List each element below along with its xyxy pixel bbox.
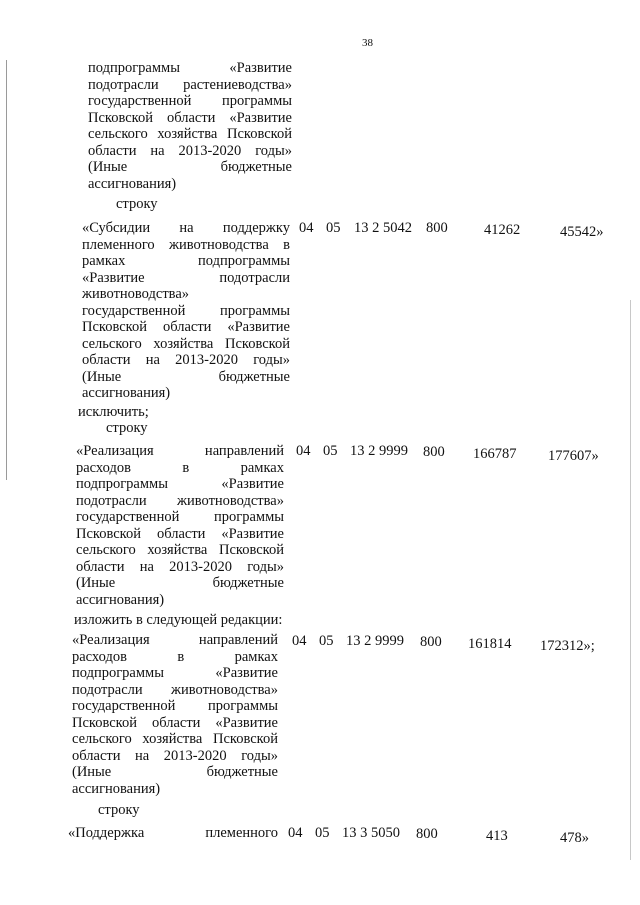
amount-year-2: 172312»; [540, 638, 595, 654]
expense-type-code: 800 [423, 444, 445, 460]
text-line: животноводства» [82, 286, 190, 302]
text-line: сельского хозяйства Псковской [82, 335, 290, 352]
target-article-code: 13 2 9999 [350, 443, 408, 459]
section-code: 04 [292, 633, 307, 649]
text-line: «Поддержка племенного [68, 825, 278, 841]
text-line: области на 2013-2020 годы» [88, 142, 292, 159]
text-line: ассигнования) [82, 385, 171, 401]
amount-year-1: 161814 [468, 636, 512, 652]
text-line: сельского хозяйства Псковской [76, 542, 284, 558]
target-article-code: 13 2 5042 [354, 220, 412, 236]
text-line: рамках подпрограммы [82, 253, 290, 269]
text-line: Псковской области «Развитие [82, 319, 290, 335]
text-line: подпрограммы «Развитие [72, 665, 278, 681]
text-line: (Иные бюджетные [82, 368, 290, 385]
text-line: области на 2013-2020 годы» [72, 747, 278, 764]
text-line: государственной программы [82, 302, 290, 319]
amount-year-2: 45542» [560, 224, 604, 240]
subsection-code: 05 [315, 825, 330, 841]
text-line: «Субсидии на поддержку [82, 220, 290, 236]
text-line: Псковской области «Развитие [88, 109, 292, 126]
text-line: подпрограммы «Развитие [76, 476, 284, 492]
section-code: 04 [299, 220, 314, 236]
text-line: сельского хозяйства Псковской [88, 126, 292, 142]
section-code: 04 [288, 825, 303, 841]
text-line: подотрасли животноводства» [76, 492, 284, 509]
scan-edge-right [630, 300, 631, 860]
instruction-text: строку [106, 420, 148, 436]
text-line: области на 2013-2020 годы» [82, 352, 290, 368]
text-line: расходов в рамках [72, 648, 278, 665]
text-line: государственной программы [72, 698, 278, 714]
amount-year-1: 166787 [473, 446, 517, 462]
amount-year-1: 413 [486, 828, 508, 844]
target-article-code: 13 3 5050 [342, 825, 400, 841]
row-description [72, 632, 278, 797]
text-line: Псковской области «Развитие [72, 714, 278, 731]
text-line: (Иные бюджетные [76, 575, 284, 591]
text-line: «Реализация направлений [72, 632, 278, 648]
instruction-text: строку [98, 802, 140, 818]
amount-year-2: 478» [560, 830, 589, 846]
row-description [88, 60, 292, 192]
section-code: 04 [296, 443, 311, 459]
text-line: подпрограммы «Развитие [88, 60, 292, 76]
subsection-code: 05 [326, 220, 341, 236]
text-line: государственной программы [76, 509, 284, 525]
instruction-text: строку [116, 196, 158, 212]
text-line: расходов в рамках [76, 459, 284, 476]
text-line: племенного животноводства в [82, 236, 290, 253]
text-line: ассигнования) [72, 780, 161, 797]
instruction-text: исключить; [78, 404, 149, 420]
target-article-code: 13 2 9999 [346, 633, 404, 649]
row-description [68, 825, 278, 842]
subsection-code: 05 [323, 443, 338, 459]
page-number: 38 [362, 37, 373, 49]
subsection-code: 05 [319, 633, 334, 649]
text-line: ассигнования) [76, 591, 165, 608]
text-line: ассигнования) [88, 175, 177, 192]
text-line: государственной программы [88, 93, 292, 109]
text-line: «Реализация направлений [76, 443, 284, 459]
scan-edge-left [6, 60, 7, 480]
text-line: сельского хозяйства Псковской [72, 731, 278, 747]
text-line: подотрасли растениеводства» [88, 76, 292, 93]
expense-type-code: 800 [416, 826, 438, 842]
row-description [76, 443, 284, 608]
expense-type-code: 800 [420, 634, 442, 650]
expense-type-code: 800 [426, 220, 448, 236]
instruction-text: изложить в следующей редакции: [74, 612, 283, 628]
text-line: (Иные бюджетные [72, 764, 278, 780]
text-line: подотрасли животноводства» [72, 681, 278, 698]
amount-year-2: 177607» [548, 448, 599, 464]
text-line: области на 2013-2020 годы» [76, 558, 284, 575]
text-line: «Развитие подотрасли [82, 269, 290, 286]
text-line: (Иные бюджетные [88, 159, 292, 175]
amount-year-1: 41262 [484, 222, 521, 238]
row-description [82, 220, 290, 402]
text-line: Псковской области «Развитие [76, 525, 284, 542]
